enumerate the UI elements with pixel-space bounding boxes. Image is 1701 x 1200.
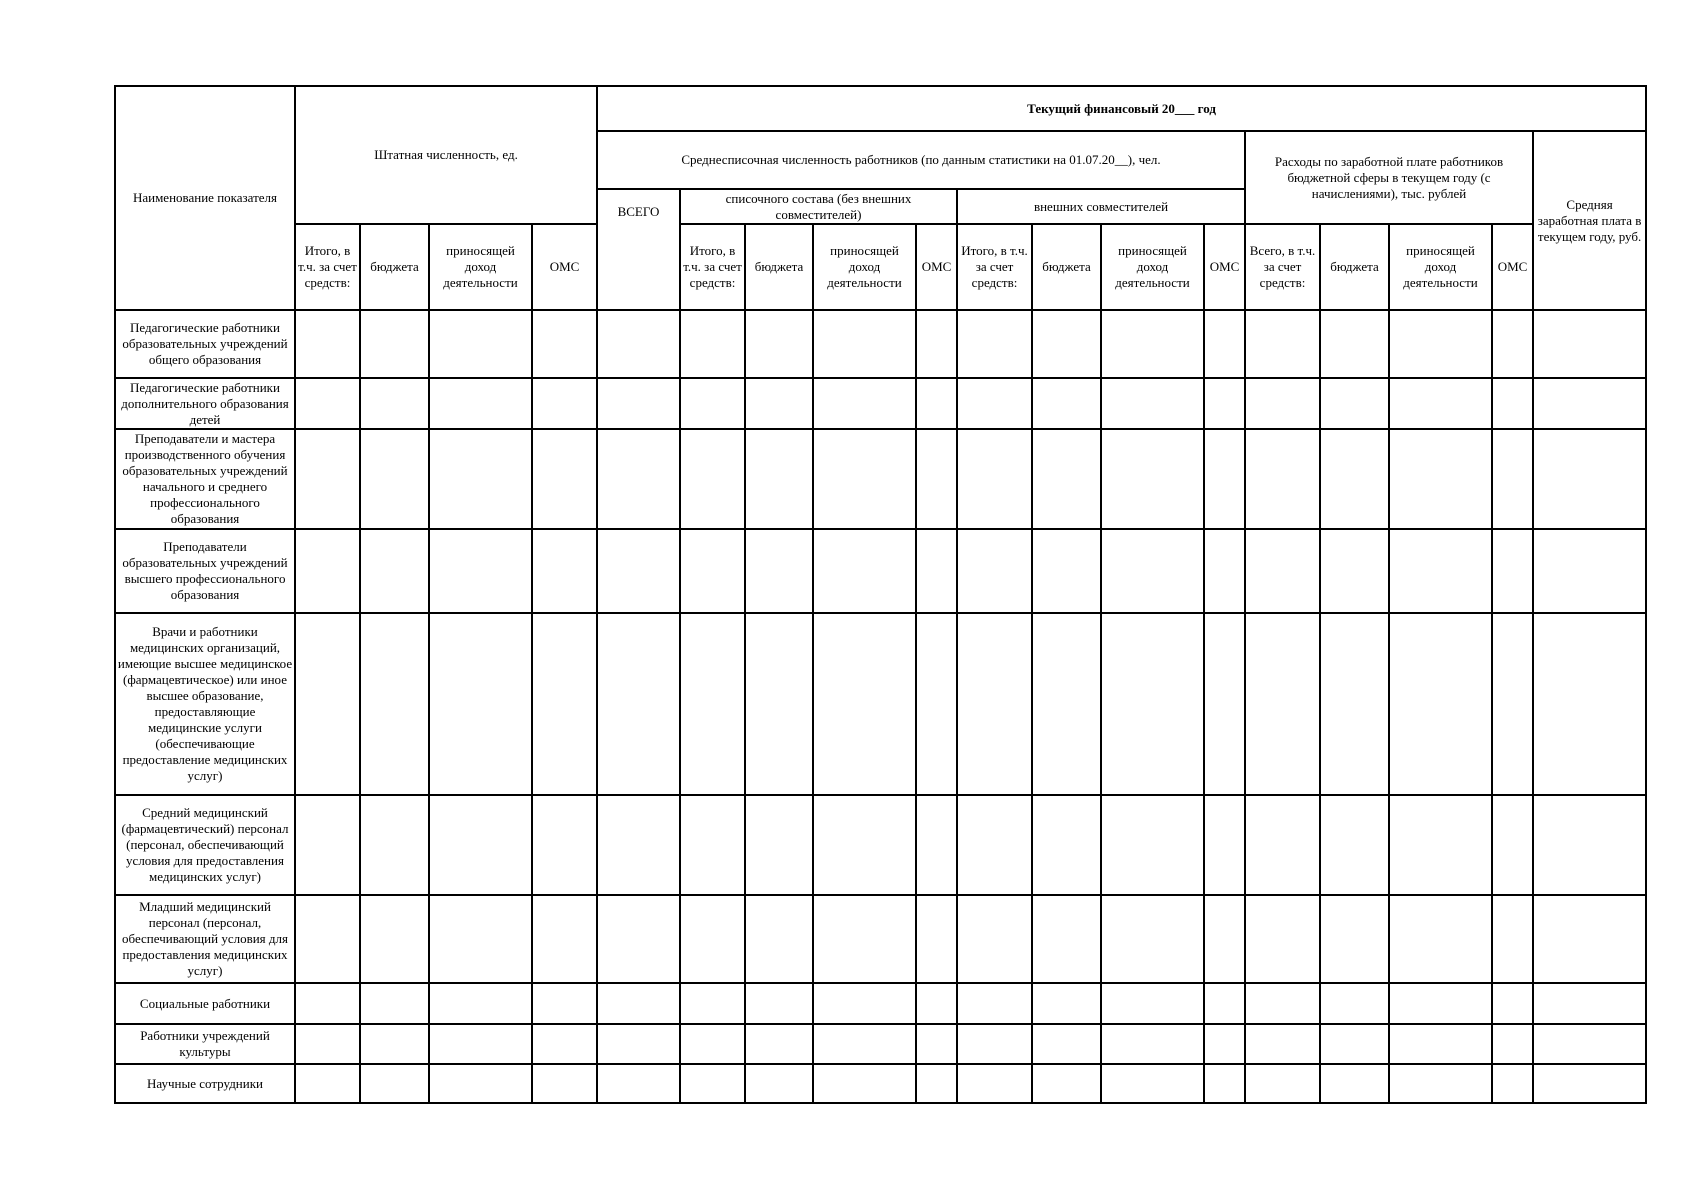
table-cell[interactable] [680, 429, 745, 529]
table-cell[interactable] [1320, 529, 1389, 613]
table-cell[interactable] [1101, 378, 1204, 429]
header-total-all: ВСЕГО [597, 189, 680, 310]
table-cell[interactable] [680, 983, 745, 1024]
table-cell[interactable] [957, 1064, 1032, 1103]
table-cell[interactable] [1032, 1024, 1101, 1064]
table-cell[interactable] [680, 795, 745, 895]
table-row [115, 795, 1646, 895]
table-cell[interactable] [532, 310, 597, 378]
table-cell[interactable] [429, 613, 532, 795]
table-cell[interactable] [1320, 1024, 1389, 1064]
table-cell[interactable] [745, 795, 813, 895]
table-cell[interactable] [360, 310, 429, 378]
table-cell[interactable] [1492, 378, 1533, 429]
header-list-staff: списочного состава (без внешних совместителей) [680, 189, 957, 224]
row-label: Педагогические работники образовательных учреждений общего образования [115, 310, 295, 378]
table-cell[interactable] [429, 983, 532, 1024]
table-cell[interactable] [1320, 378, 1389, 429]
table-cell[interactable] [1245, 310, 1320, 378]
table-row [115, 983, 1646, 1024]
table-cell[interactable] [1204, 378, 1245, 429]
table-cell[interactable] [360, 895, 429, 983]
table-row [115, 429, 1646, 529]
header-staff-budget: бюджета [360, 224, 429, 310]
table-cell[interactable] [1204, 529, 1245, 613]
header-list-income: приносящей доход деятельности [813, 224, 916, 310]
header-exp-budget: бюджета [1320, 224, 1389, 310]
table-row [115, 310, 1646, 378]
row-label: Педагогические работники дополнительного образования детей [115, 378, 295, 429]
table-cell[interactable] [916, 529, 957, 613]
table-cell[interactable] [360, 613, 429, 795]
table-cell[interactable] [1320, 795, 1389, 895]
table-cell[interactable] [813, 1024, 916, 1064]
table-cell[interactable] [429, 1064, 532, 1103]
table-cell[interactable] [916, 1064, 957, 1103]
table-cell[interactable] [1492, 1064, 1533, 1103]
table-cell[interactable] [745, 378, 813, 429]
table-cell[interactable] [429, 378, 532, 429]
table-cell[interactable] [1389, 310, 1492, 378]
table-cell[interactable] [813, 378, 916, 429]
table-cell[interactable] [916, 429, 957, 529]
table-cell[interactable] [813, 429, 916, 529]
table-cell[interactable] [1533, 983, 1646, 1024]
table-cell[interactable] [957, 429, 1032, 529]
table-cell[interactable] [680, 529, 745, 613]
table-cell[interactable] [916, 895, 957, 983]
table-row [115, 1024, 1646, 1064]
table-cell[interactable] [429, 1024, 532, 1064]
table-cell[interactable] [1032, 895, 1101, 983]
table-cell[interactable] [597, 795, 680, 895]
row-label: Работники учреждений культуры [115, 1024, 295, 1064]
table-cell[interactable] [532, 1024, 597, 1064]
table-cell[interactable] [916, 795, 957, 895]
table-cell[interactable] [916, 378, 957, 429]
header-exp-oms: ОМС [1492, 224, 1533, 310]
table-cell[interactable] [1492, 983, 1533, 1024]
table-row [115, 1064, 1646, 1103]
table-cell[interactable] [597, 983, 680, 1024]
table-cell[interactable] [532, 895, 597, 983]
table-cell[interactable] [745, 895, 813, 983]
table-cell[interactable] [1101, 1024, 1204, 1064]
table-cell[interactable] [1320, 1064, 1389, 1103]
table-cell[interactable] [597, 429, 680, 529]
table-cell[interactable] [1492, 1024, 1533, 1064]
header-exp-vsego: Всего, в т.ч. за счет средств: [1245, 224, 1320, 310]
table-cell[interactable] [957, 378, 1032, 429]
table-cell[interactable] [1032, 613, 1101, 795]
table-cell[interactable] [1032, 310, 1101, 378]
table-cell[interactable] [1204, 795, 1245, 895]
table-cell[interactable] [360, 795, 429, 895]
table-cell[interactable] [1533, 529, 1646, 613]
header-indicator-name: Наименование показателя [115, 86, 295, 310]
table-cell[interactable] [1032, 795, 1101, 895]
table-cell[interactable] [1101, 1064, 1204, 1103]
table-cell[interactable] [1101, 529, 1204, 613]
table-cell[interactable] [597, 613, 680, 795]
table-cell[interactable] [1533, 895, 1646, 983]
table-cell[interactable] [429, 310, 532, 378]
table-cell[interactable] [429, 529, 532, 613]
header-list-budget: бюджета [745, 224, 813, 310]
table-cell[interactable] [1533, 795, 1646, 895]
table-cell[interactable] [1245, 613, 1320, 795]
table-cell[interactable] [597, 378, 680, 429]
table-cell[interactable] [532, 613, 597, 795]
table-cell[interactable] [813, 529, 916, 613]
table-cell[interactable] [1204, 613, 1245, 795]
table-cell[interactable] [597, 895, 680, 983]
table-cell[interactable] [745, 310, 813, 378]
report-form [114, 85, 1644, 1104]
table-cell[interactable] [1204, 895, 1245, 983]
indicators-table [114, 85, 1647, 1104]
table-cell[interactable] [295, 429, 360, 529]
row-label: Преподаватели и мастера производственного обучения образовательных учреждений начального и среднего профессионального образования [115, 429, 295, 529]
table-cell[interactable] [1320, 613, 1389, 795]
row-label: Преподаватели образовательных учреждений высшего профессионального образования [115, 529, 295, 613]
table-cell[interactable] [680, 378, 745, 429]
header-external: внешних совместителей [957, 189, 1245, 224]
table-cell[interactable] [1492, 613, 1533, 795]
header-avg-salary: Средняя заработная плата в текущем году, руб. [1533, 131, 1646, 310]
table-cell[interactable] [295, 795, 360, 895]
table-cell[interactable] [957, 310, 1032, 378]
table-cell[interactable] [1245, 1024, 1320, 1064]
table-cell[interactable] [532, 1064, 597, 1103]
table-cell[interactable] [1204, 1064, 1245, 1103]
table-cell[interactable] [1533, 1024, 1646, 1064]
table-cell[interactable] [1204, 310, 1245, 378]
table-cell[interactable] [1533, 613, 1646, 795]
table-cell[interactable] [1533, 429, 1646, 529]
table-cell[interactable] [1101, 895, 1204, 983]
table-cell[interactable] [360, 429, 429, 529]
table-cell[interactable] [680, 310, 745, 378]
table-cell[interactable] [295, 378, 360, 429]
table-cell[interactable] [1032, 1064, 1101, 1103]
header-staff-income: приносящей доход деятельности [429, 224, 532, 310]
table-cell[interactable] [745, 1024, 813, 1064]
table-cell[interactable] [680, 1024, 745, 1064]
table-cell[interactable] [1032, 983, 1101, 1024]
table-cell[interactable] [1533, 1064, 1646, 1103]
table-cell[interactable] [360, 529, 429, 613]
table-cell[interactable] [745, 529, 813, 613]
table-cell[interactable] [597, 529, 680, 613]
table-row [115, 613, 1646, 795]
table-cell[interactable] [1245, 429, 1320, 529]
table-cell[interactable] [1389, 895, 1492, 983]
table-cell[interactable] [1245, 983, 1320, 1024]
table-cell[interactable] [957, 983, 1032, 1024]
table-cell[interactable] [429, 429, 532, 529]
table-cell[interactable] [532, 795, 597, 895]
table-cell[interactable] [1032, 378, 1101, 429]
table-cell[interactable] [1101, 310, 1204, 378]
header-list-itogo: Итого, в т.ч. за счет средств: [680, 224, 745, 310]
table-cell[interactable] [745, 613, 813, 795]
table-cell[interactable] [429, 895, 532, 983]
header-expenses: Расходы по заработной плате работников бюджетной сферы в текущем году (с начислениями), тыс. рублей [1245, 131, 1533, 224]
table-cell[interactable] [957, 529, 1032, 613]
row-label: Социальные работники [115, 983, 295, 1024]
table-cell[interactable] [597, 1064, 680, 1103]
table-cell[interactable] [1101, 983, 1204, 1024]
header-ext-itogo: Итого, в т.ч. за счет средств: [957, 224, 1032, 310]
table-cell[interactable] [1320, 310, 1389, 378]
table-cell[interactable] [916, 1024, 957, 1064]
table-cell[interactable] [360, 1024, 429, 1064]
table-cell[interactable] [1032, 429, 1101, 529]
table-cell[interactable] [1389, 795, 1492, 895]
table-cell[interactable] [680, 895, 745, 983]
table-cell[interactable] [813, 983, 916, 1024]
table-cell[interactable] [1389, 429, 1492, 529]
table-cell[interactable] [745, 429, 813, 529]
table-cell[interactable] [360, 1064, 429, 1103]
header-staff-itogo: Итого, в т.ч. за счет средств: [295, 224, 360, 310]
table-row [115, 895, 1646, 983]
table-cell[interactable] [813, 310, 916, 378]
header-avg-headcount: Среднесписочная численность работников (по данным статистики на 01.07.20__), чел. [597, 131, 1245, 189]
table-cell[interactable] [295, 310, 360, 378]
table-cell[interactable] [680, 1064, 745, 1103]
table-cell[interactable] [1389, 1024, 1492, 1064]
table-cell[interactable] [1389, 983, 1492, 1024]
table-cell[interactable] [1492, 895, 1533, 983]
table-cell[interactable] [1389, 378, 1492, 429]
table-cell[interactable] [295, 529, 360, 613]
table-cell[interactable] [1245, 795, 1320, 895]
table-cell[interactable] [295, 1064, 360, 1103]
table-cell[interactable] [813, 613, 916, 795]
row-label: Младший медицинский персонал (персонал, обеспечивающий условия для предоставления медицинских услуг) [115, 895, 295, 983]
table-cell[interactable] [813, 795, 916, 895]
table-cell[interactable] [1032, 529, 1101, 613]
table-cell[interactable] [532, 429, 597, 529]
table-cell[interactable] [532, 529, 597, 613]
table-cell[interactable] [429, 795, 532, 895]
header-staff-count: Штатная численность, ед. [295, 86, 597, 224]
table-cell[interactable] [1101, 429, 1204, 529]
table-cell[interactable] [745, 983, 813, 1024]
table-cell[interactable] [916, 983, 957, 1024]
table-cell[interactable] [1245, 895, 1320, 983]
table-cell[interactable] [680, 613, 745, 795]
table-cell[interactable] [1101, 795, 1204, 895]
table-cell[interactable] [1204, 1024, 1245, 1064]
table-cell[interactable] [1492, 310, 1533, 378]
table-cell[interactable] [295, 895, 360, 983]
row-label: Научные сотрудники [115, 1064, 295, 1103]
table-cell[interactable] [1245, 378, 1320, 429]
table-cell[interactable] [1320, 983, 1389, 1024]
header-ext-income: приносящей доход деятельности [1101, 224, 1204, 310]
table-cell[interactable] [1533, 310, 1646, 378]
table-cell[interactable] [1492, 795, 1533, 895]
table-cell[interactable] [1245, 1064, 1320, 1103]
table-cell[interactable] [1204, 429, 1245, 529]
table-cell[interactable] [957, 795, 1032, 895]
table-cell[interactable] [1101, 613, 1204, 795]
table-cell[interactable] [360, 378, 429, 429]
table-cell[interactable] [1389, 1064, 1492, 1103]
table-cell[interactable] [957, 613, 1032, 795]
table-cell[interactable] [597, 1024, 680, 1064]
table-cell[interactable] [1320, 429, 1389, 529]
table-cell[interactable] [360, 983, 429, 1024]
table-cell[interactable] [295, 983, 360, 1024]
table-cell[interactable] [813, 1064, 916, 1103]
table-cell[interactable] [916, 613, 957, 795]
table-cell[interactable] [1492, 429, 1533, 529]
table-cell[interactable] [813, 895, 916, 983]
header-ext-budget: бюджета [1032, 224, 1101, 310]
table-cell[interactable] [745, 1064, 813, 1103]
table-row [115, 529, 1646, 613]
table-cell[interactable] [1533, 378, 1646, 429]
table-cell[interactable] [1245, 529, 1320, 613]
header-staff-oms: ОМС [532, 224, 597, 310]
table-cell[interactable] [1389, 613, 1492, 795]
header-current-year: Текущий финансовый 20___ год [597, 86, 1646, 131]
table-cell[interactable] [957, 1024, 1032, 1064]
table-cell[interactable] [957, 895, 1032, 983]
row-label: Врачи и работники медицинских организаций, имеющие высшее медицинское (фармацевтическое) или иное высшее образование, предоставляющие медицинские услуги (обеспечивающие предоставление медицинских услуг) [115, 613, 295, 795]
table-cell[interactable] [295, 1024, 360, 1064]
table-cell[interactable] [1389, 529, 1492, 613]
table-cell[interactable] [532, 983, 597, 1024]
table-cell[interactable] [295, 613, 360, 795]
row-label: Средний медицинский (фармацевтический) персонал (персонал, обеспечивающий условия для предоставления медицинских услуг) [115, 795, 295, 895]
table-row [115, 378, 1646, 429]
header-list-oms: ОМС [916, 224, 957, 310]
header-ext-oms: ОМС [1204, 224, 1245, 310]
table-cell[interactable] [916, 310, 957, 378]
table-cell[interactable] [1204, 983, 1245, 1024]
table-cell[interactable] [1320, 895, 1389, 983]
header-exp-income: приносящей доход деятельности [1389, 224, 1492, 310]
table-cell[interactable] [532, 378, 597, 429]
table-cell[interactable] [597, 310, 680, 378]
table-cell[interactable] [1492, 529, 1533, 613]
